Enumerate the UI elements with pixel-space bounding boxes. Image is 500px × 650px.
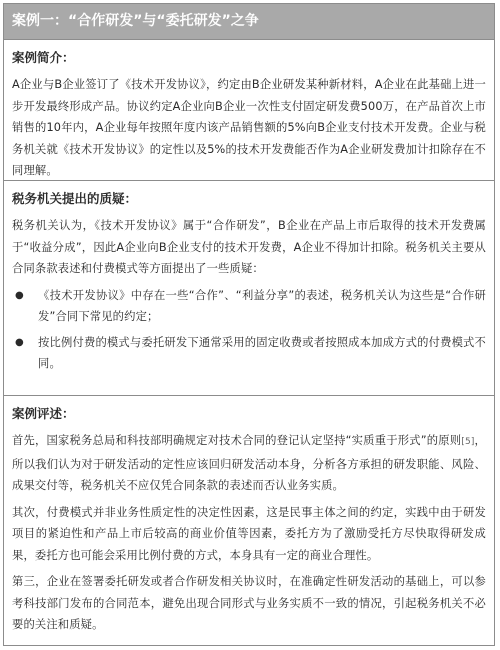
questions-paragraph: 税务机关认为，《技术开发协议》属于“合作研发”，B企业在产品上市后取得的技术开发费属于“收益分成”，因此A企业向B企业支付的技术开发费，A企业不得加计扣除。税务机关主要从合同条款表述和付费模式等方面提出了一些质疑： [12, 219, 486, 275]
review-p1-text: 首先，国家税务总局和科技部明确规定对技术合同的登记认定坚持“实质重于形式”的原则 [12, 434, 462, 447]
reference-mark: [5] [461, 437, 475, 447]
review-title: 案例评述： [12, 406, 75, 421]
list-item [12, 285, 486, 328]
case-title: 案例一：“合作研发”与“委托研发”之争 [12, 13, 259, 29]
review-section [4, 396, 494, 644]
review-p1-text-end: ，所以我们认为对于研发活动的定性应该回归研发活动本身，分析各方承担的研发职能、风险、成果交付等，税务机关不应仅凭合同条款的表述而否认业务实质。 [12, 434, 486, 492]
bullet-text: 《技术开发协议》中存在一些“合作”、“利益分享”的表述，税务机关认为这些是“合作研发”合同下常见的约定； [38, 288, 486, 323]
intro-paragraph: A企业与B企业签订了《技术开发协议》，约定由B企业研发某种新材料，A企业在此基础上进一步开发最终形成产品。协议约定A企业向B企业一次性支付固定研发费500万，在产品首次上市销售的10年内，A企业每年按照年度内该产品销售额的5%向B企业支付技术开发费。企业与税务机关就《技术开发协议》的定性以及5%的技术开发费能否作为A企业研发费加计扣除存在不同理解。 [12, 78, 486, 177]
questions-section [4, 181, 494, 396]
case-header [4, 4, 494, 40]
questions-bullet-list [12, 285, 486, 375]
intro-title: 案例简介： [12, 50, 75, 65]
review-paragraph-2: 其次，付费模式并非业务性质定性的决定性因素，这是民事主体之间的约定，实践中由于研发项目的紧迫性和产品上市后较高的商业价值等因素，委托方为了激励受托方尽快取得研发成果，委托方也可能会采用比例付费的方式，本身具有一定的商业合理性。 [12, 505, 486, 562]
bullet-icon: ● [15, 289, 24, 301]
questions-title: 税务机关提出的质疑： [12, 191, 138, 206]
review-paragraph-1 [12, 430, 486, 497]
list-item [12, 332, 486, 375]
bullet-icon: ● [15, 336, 24, 348]
bullet-text: 按比例付费的模式与委托研发下通常采用的固定收费或者按照成本加成方式的付费模式不同。 [38, 335, 486, 370]
review-paragraph-3: 第三，企业在签署委托研发或者合作研发相关协议时，在准确定性研发活动的基础上，可以参考科技部门发布的合同范本，避免出现合同形式与业务实质不一致的情况，引起税务机关不必要的关注和质疑。 [12, 575, 486, 631]
intro-section [4, 40, 494, 181]
case-card [3, 3, 495, 646]
